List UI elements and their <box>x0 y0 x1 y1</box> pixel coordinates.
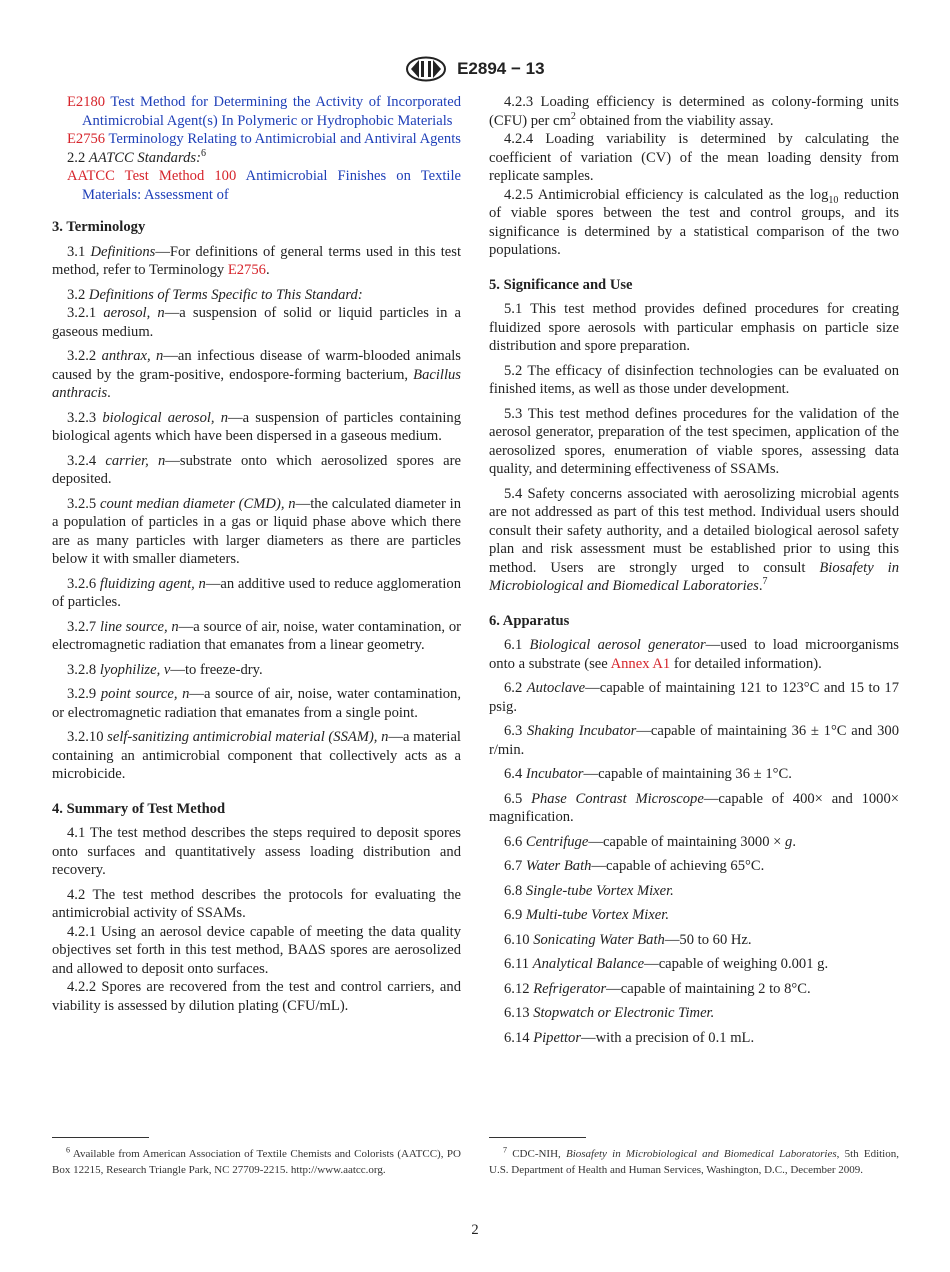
apparatus-6-4: 6.4 Incubator—capable of maintaining 36 ± 1°C. <box>504 766 792 782</box>
page-number: 2 <box>471 1222 479 1238</box>
section-heading-significance: 5. Significance and Use <box>489 276 633 293</box>
page-header <box>0 56 950 82</box>
paragraph-4-2-4: 4.2.4 Loading variability is determined by calculating the coefficient of variation (CV) of the mean loading density from replicate samples. <box>489 131 899 184</box>
paragraph-5-2: 5.2 The efficacy of disinfection technologies can be evaluated on finished items, as well as those under development. <box>489 362 899 397</box>
reference-e2756 <box>52 130 461 149</box>
apparatus-6-1: 6.1 Biological aerosol generator—used to load microorganisms onto a substrate (see Annex A1 for detailed information). <box>489 637 899 672</box>
apparatus-6-13: 6.13 Stopwatch or Electronic Timer. <box>504 1005 715 1021</box>
document-id: E2894 − 13 <box>457 58 545 78</box>
reference-e2180 <box>52 93 461 130</box>
apparatus-6-11: 6.11 Analytical Balance—capable of weighing 0.001 g. <box>504 956 829 972</box>
paragraph-4-2-3: 4.2.3 Loading efficiency is determined as colony-forming units (CFU) per $cm^2$ obtained from the viability assay. <box>489 94 899 129</box>
apparatus-6-8: 6.8 Single-tube Vortex Mixer. <box>504 882 674 899</box>
paragraph-5-1: 5.1 This test method provides defined procedures for creating fluidized spore aerosols with particular emphasis on particle size distribution and spore preparation. <box>489 301 899 354</box>
paragraph-4-2-2: 4.2.2 Spores are recovered from the test and control carriers, and viability is assessed by dilution plating (CFU/mL). <box>52 979 461 1014</box>
right-column <box>489 93 899 1047</box>
reference-title-link[interactable]: Test Method for Determining the Activity of Incorporated Antimicrobial Agent(s) In Polymeric or Hydrophobic Materials <box>82 94 461 129</box>
paragraph-4-1: 4.1 The test method describes the steps required to deposit spores onto surfaces and quantitatively assess loading distribution and recovery. <box>52 825 461 878</box>
definition-3-2-8: 3.2.8 lyophilize, v—to freeze-dry. <box>67 661 263 678</box>
footnote-6: $^6$ Available from American Association of Textile Chemists and Colorists (AATCC), PO Box 12215, Research Triangle Park, NC 27709-2215. http://www.aatcc.org. <box>52 1145 461 1176</box>
apparatus-6-7: 6.7 Water Bath—capable of achieving 65°C. <box>504 858 765 874</box>
section-heading-terminology: 3. Terminology <box>52 219 146 235</box>
reference-title-link[interactable]: Antimicrobial Finishes on Textile Materials: Assessment of <box>82 168 462 203</box>
astm-logo-icon <box>405 56 447 82</box>
definition-3-2-4: 3.2.4 carrier, n—substrate onto which aerosolized spores are deposited. <box>52 452 461 487</box>
reference-code[interactable]: E2180 <box>67 94 106 110</box>
definition-3-2-7: 3.2.7 line source, n—a source of air, noise, water contamination, or electromagnetic radiation that emanates from a linear geometry. <box>52 618 461 653</box>
footnote-divider-left <box>52 1137 149 1138</box>
definition-3-2-9: 3.2.9 point source, n—a source of air, noise, water contamination, or electromagnetic radiation that emanates from a single point. <box>52 686 461 721</box>
apparatus-6-12: 6.12 Refrigerator—capable of maintaining 2 to 8°C. <box>504 980 811 997</box>
paragraph-3-1: 3.1 Definitions—For definitions of general terms used in this test method, refer to Terminology E2756. <box>52 243 461 278</box>
section-heading-apparatus: 6. Apparatus <box>489 612 570 629</box>
paragraph-5-4: 5.4 Safety concerns associated with aerosolizing microbial agents are not addressed as part of this test method. Individual users should consult their safety authority, and a detailed biological aerosol safety plan and risk assessment must be established prior to using this method. Users are strongly urged to consult Biosafety in Microbiological and Biomedical Laboratories.$^7$ <box>489 485 899 594</box>
reference-title-link[interactable]: Terminology Relating to Antimicrobial and Antiviral Agents <box>108 131 461 147</box>
definition-3-2-5: 3.2.5 count median diameter (CMD), n—the calculated diameter in a population of particles in a gas or liquid phase above which there are as many particles with larger diameters as there are particles below it with smaller diameters. <box>52 495 461 567</box>
definition-3-2-1: 3.2.1 aerosol, n—a suspension of solid or liquid particles in a gaseous medium. <box>52 305 461 340</box>
reference-code[interactable]: E2756 <box>67 131 106 147</box>
apparatus-6-9: 6.9 Multi-tube Vortex Mixer. <box>504 907 669 923</box>
apparatus-6-6: 6.6 Centrifuge—capable of maintaining 3000 × g. <box>504 833 796 850</box>
apparatus-6-3: 6.3 Shaking Incubator—capable of maintaining 36 ± 1°C and 300 r/min. <box>489 723 899 758</box>
paragraph-4-2-1: 4.2.1 Using an aerosol device capable of meeting the data quality objectives set forth in this test method, BAΔS spores are aerosolized and allowed to deposit onto surfaces. <box>52 923 461 977</box>
apparatus-6-10: 6.10 Sonicating Water Bath—50 to 60 Hz. <box>504 931 752 948</box>
footnote-7: $^7$ CDC-NIH, Biosafety in Microbiological and Biomedical Laboratories, 5th Edition, U.S. Department of Health and Human Services, Washington, D.C., December 2009. <box>489 1145 899 1176</box>
definition-3-2-6: 3.2.6 fluidizing agent, n—an additive used to reduce agglomeration of particles. <box>52 575 461 610</box>
reference-aatcc-100 <box>52 167 461 204</box>
paragraph-4-2-5: 4.2.5 Antimicrobial efficiency is calculated as the $\log_{10}$ reduction of viable spores between the test and control groups, and its significance is determined by a statistical comparison of the two populations. <box>489 186 899 258</box>
apparatus-6-14: 6.14 Pipettor—with a precision of 0.1 mL. <box>504 1029 755 1046</box>
apparatus-6-5: 6.5 Phase Contrast Microscope—capable of 400× and 1000× magnification. <box>489 790 900 825</box>
definition-3-2-3: 3.2.3 biological aerosol, n—a suspension of particles containing biological agents which have been dispersed in a gaseous medium. <box>52 409 461 444</box>
left-column <box>52 93 461 1015</box>
definition-3-2-2: 3.2.2 anthrax, n—an infectious disease of warm-blooded animals caused by the gram-positive, endospore-forming bacterium, Bacillus anthracis. <box>52 348 461 401</box>
apparatus-6-2: 6.2 Autoclave—capable of maintaining 121 to 123°C and 15 to 17 psig. <box>489 680 900 715</box>
paragraph-5-3: 5.3 This test method defines procedures for the validation of the aerosol generator, preparation of the test specimen, application of the aerosolized spores, enumeration of viable spores, assessing data quality, and determining effectiveness of SSAMs. <box>489 405 899 477</box>
link-e2756[interactable]: E2756 <box>227 262 266 278</box>
link-annex-a1[interactable]: Annex A1 <box>610 655 671 672</box>
paragraph-4-2: 4.2 The test method describes the protocols for evaluating the antimicrobial activity of SSAMs. <box>52 886 461 921</box>
section-heading-summary: 4. Summary of Test Method <box>52 800 226 817</box>
footnote-divider-right <box>489 1137 586 1138</box>
definition-3-2-10: 3.2.10 self-sanitizing antimicrobial material (SSAM), n—a material containing an antimicrobial component that collectively acts as a microbicide. <box>52 729 461 782</box>
paragraph-3-2: 3.2 Definitions of Terms Specific to This Standard: <box>67 286 363 303</box>
reference-code[interactable]: AATCC Test Method 100 <box>67 168 237 184</box>
aatcc-standards-heading: 2.2 AATCC Standards:$^6$ <box>67 147 206 166</box>
